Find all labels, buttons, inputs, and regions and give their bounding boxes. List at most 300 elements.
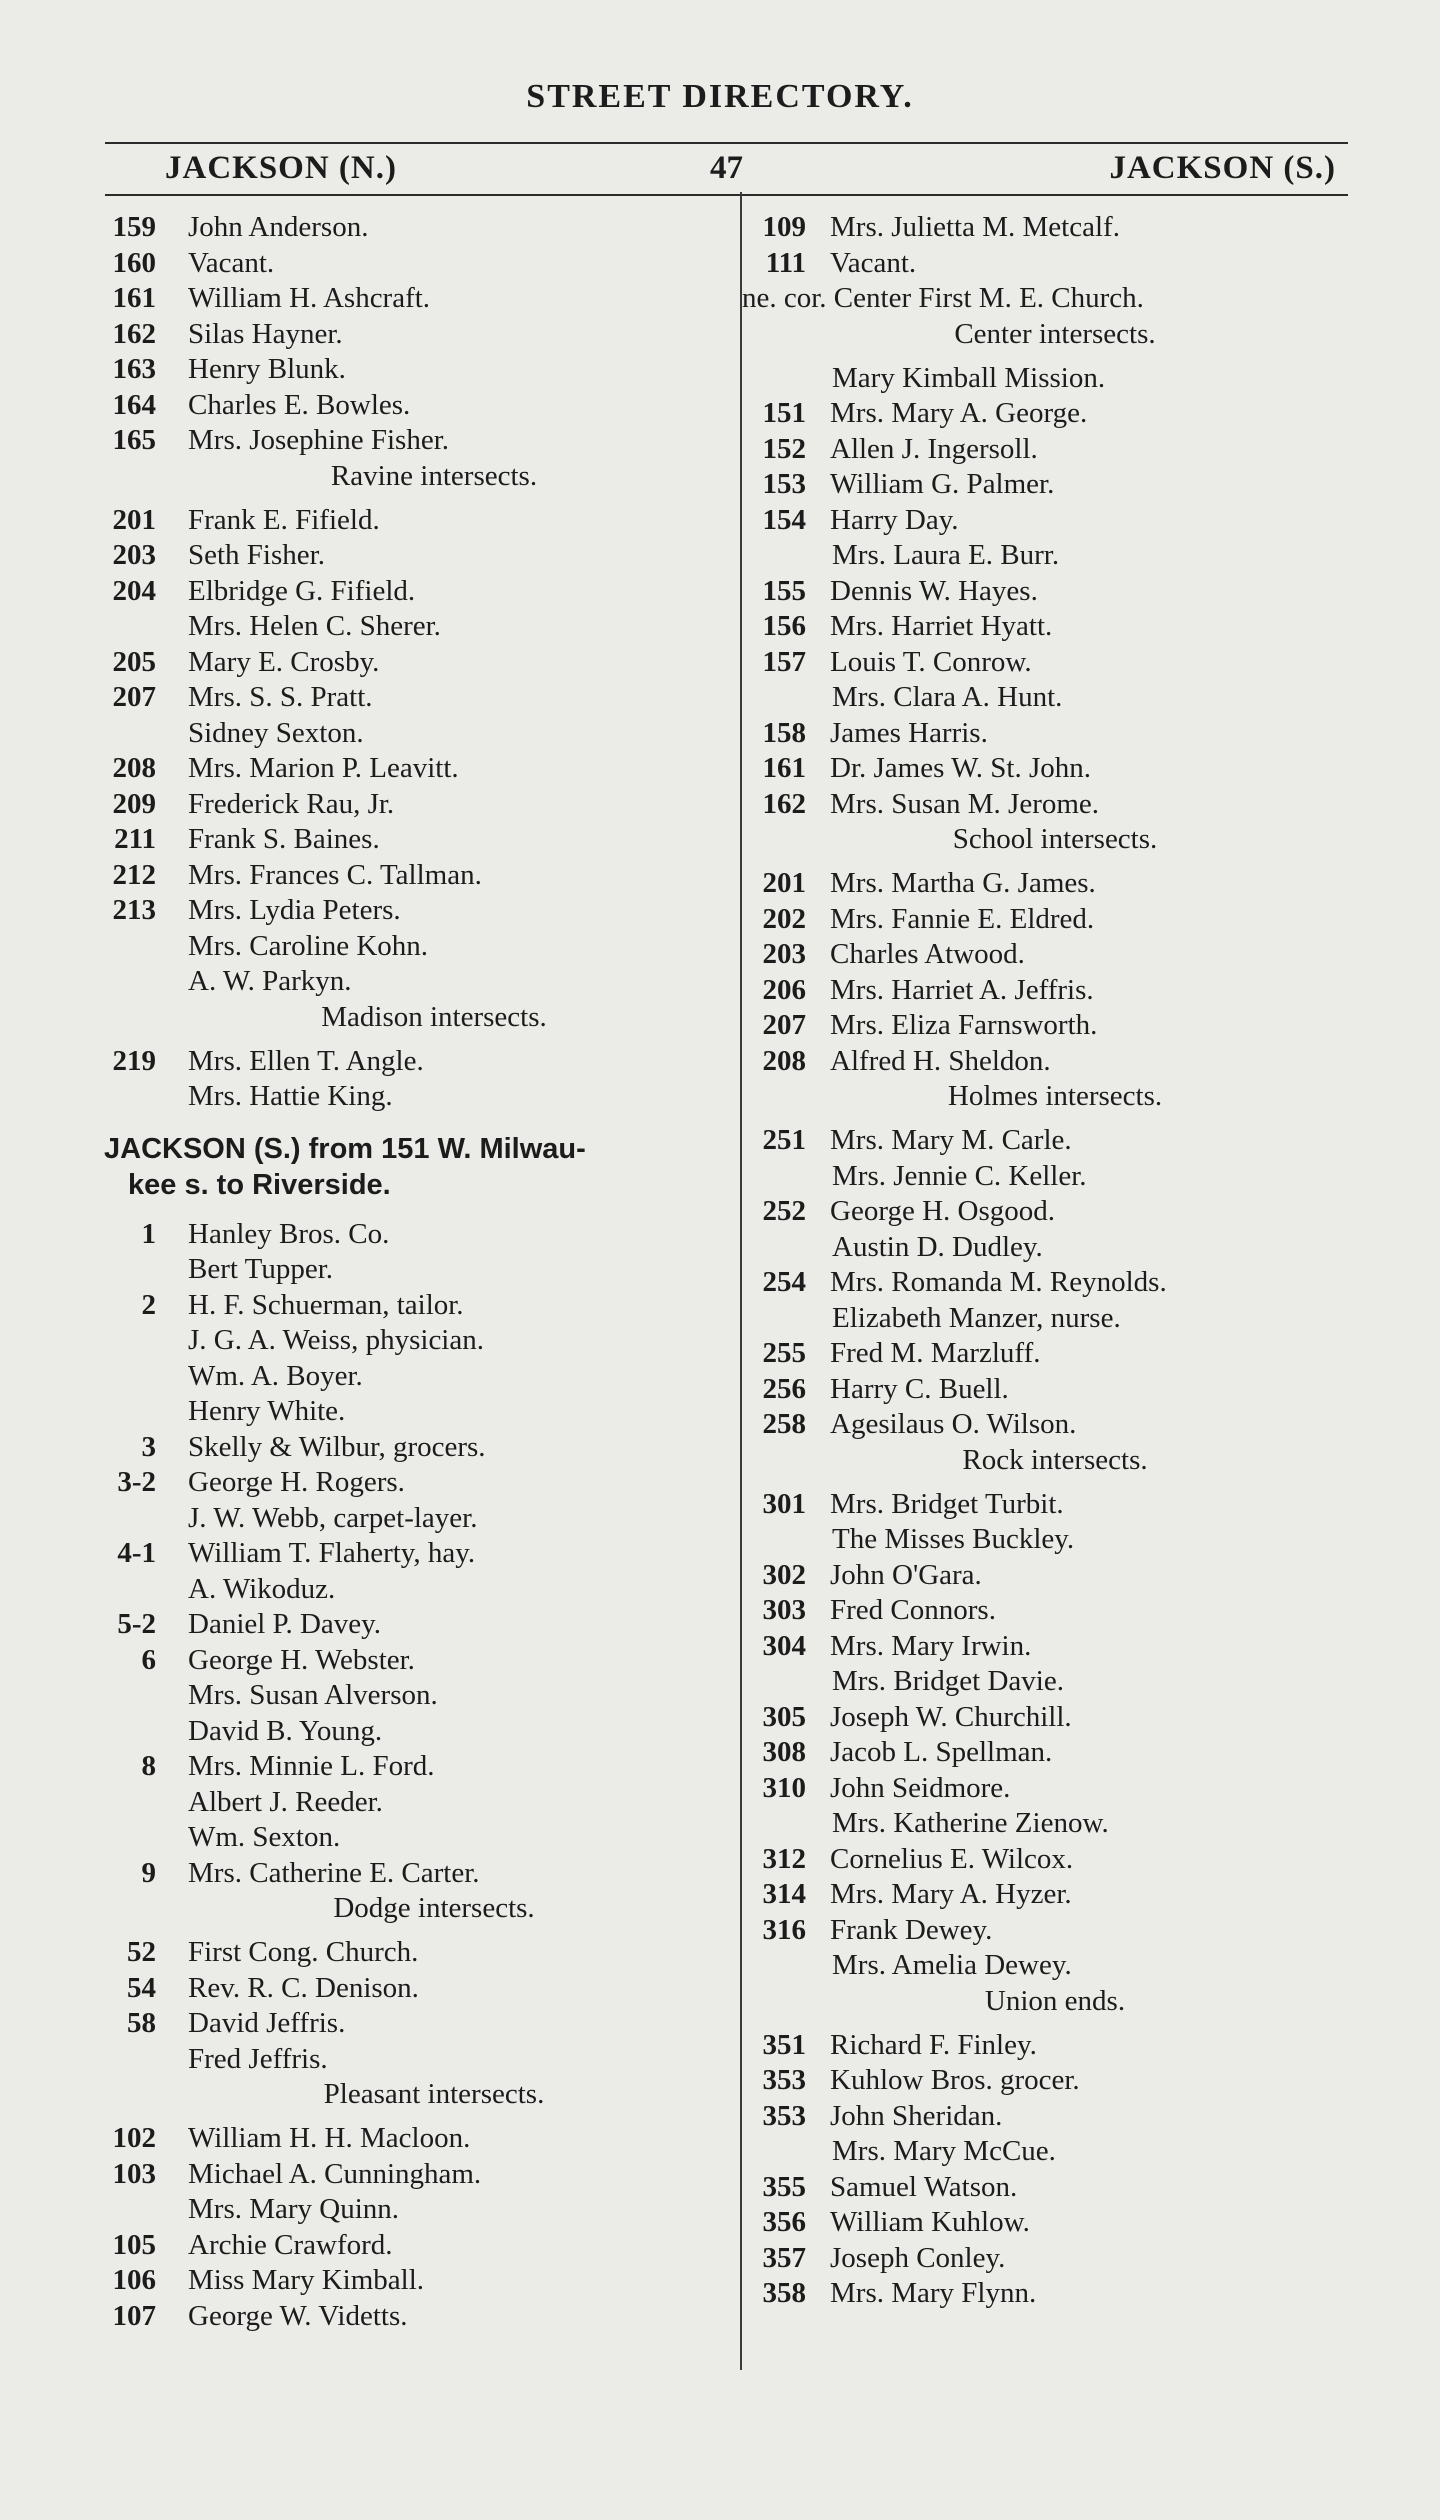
resident-name: Fred M. Marzluff. <box>830 1337 1041 1369</box>
directory-entry <box>98 423 730 459</box>
house-number: 208 <box>112 752 156 784</box>
directory-entry <box>742 1336 1348 1372</box>
directory-entry <box>98 1501 730 1537</box>
house-number: 353 <box>762 2099 806 2132</box>
directory-entry <box>98 1607 730 1643</box>
directory-entry <box>742 2241 1348 2277</box>
resident-name: Mrs. Susan M. Jerome. <box>830 787 1100 820</box>
house-number: 8 <box>141 1750 156 1782</box>
house-number: 304 <box>762 1629 806 1662</box>
directory-entry <box>98 1935 730 1971</box>
directory-entry <box>742 1522 1348 1558</box>
directory-entry <box>98 1678 730 1714</box>
house-number: 252 <box>762 1195 806 1227</box>
cross-street-label: Center intersects. <box>954 317 1156 350</box>
directory-entry <box>742 2276 1348 2312</box>
resident-name: J. G. A. Weiss, physician. <box>188 1324 484 1356</box>
directory-entry <box>98 964 730 1000</box>
house-number: 203 <box>112 539 156 571</box>
directory-entry <box>98 1749 730 1785</box>
resident-name: Sidney Sexton. <box>188 716 364 749</box>
resident-name: Mrs. Martha G. James. <box>830 867 1096 899</box>
house-number: 205 <box>112 645 156 678</box>
house-number: 356 <box>762 2206 806 2238</box>
resident-name: John Seidmore. <box>830 1771 1011 1804</box>
cross-street-heading <box>742 822 1348 866</box>
house-number: 251 <box>762 1124 806 1156</box>
house-number: 107 <box>112 2299 156 2332</box>
resident-name: Fred Connors. <box>830 1594 996 1626</box>
directory-entry <box>742 1700 1348 1736</box>
directory-entry <box>742 1372 1348 1408</box>
house-number: 201 <box>112 503 156 536</box>
directory-entry <box>742 467 1348 503</box>
resident-name: Archie Crawford. <box>188 2228 393 2261</box>
resident-name: Austin D. Dudley. <box>832 1230 1043 1263</box>
resident-name: Frederick Rau, Jr. <box>188 787 395 820</box>
directory-entry <box>742 1593 1348 1629</box>
cross-street-heading <box>742 1984 1348 2028</box>
resident-name: Seth Fisher. <box>188 539 325 571</box>
resident-name: Silas Hayner. <box>188 317 343 350</box>
resident-name: Mrs. Caroline Kohn. <box>188 929 429 962</box>
house-number: 353 <box>762 2064 806 2096</box>
resident-name: James Harris. <box>830 716 988 749</box>
house-number: 213 <box>112 894 156 926</box>
house-number: 151 <box>762 397 806 429</box>
resident-name: Mrs. Mary McCue. <box>832 2135 1056 2167</box>
house-number: 153 <box>762 468 806 500</box>
resident-name: John O'Gara. <box>830 1558 982 1591</box>
directory-entry <box>98 787 730 823</box>
house-number: 52 <box>127 1936 156 1968</box>
directory-entry <box>742 1044 1348 1080</box>
house-number: 165 <box>112 424 156 456</box>
directory-entry <box>98 317 730 353</box>
house-number: 207 <box>762 1009 806 1041</box>
resident-name: ne. cor. Center First M. E. Church. <box>742 282 1144 314</box>
directory-entry <box>742 609 1348 645</box>
directory-entry <box>742 1664 1348 1700</box>
resident-name: Vacant. <box>830 246 917 279</box>
resident-name: Mrs. Mary Quinn. <box>188 2193 400 2225</box>
resident-name: Bert Tupper. <box>188 1253 334 1285</box>
directory-entry <box>742 2205 1348 2241</box>
directory-entry <box>98 1430 730 1466</box>
resident-name: Allen J. Ingersoll. <box>830 432 1038 465</box>
resident-name: George H. Rogers. <box>188 1466 405 1498</box>
house-number: 207 <box>112 681 156 713</box>
resident-name: A. W. Parkyn. <box>188 965 352 997</box>
cross-street-label: Holmes intersects. <box>947 1080 1163 1112</box>
resident-name: Louis T. Conrow. <box>830 645 1032 678</box>
house-number: 303 <box>762 1594 806 1626</box>
resident-name: Charles Atwood. <box>830 938 1025 970</box>
directory-entry <box>98 2192 730 2228</box>
house-number: 302 <box>762 1558 806 1591</box>
house-number: 162 <box>112 317 156 350</box>
resident-name: Mrs. Romanda M. Reynolds. <box>830 1266 1167 1298</box>
house-number: 163 <box>112 353 156 385</box>
resident-name: Mrs. Harriet Hyatt. <box>830 610 1053 642</box>
resident-name: Harry Day. <box>830 503 959 536</box>
resident-name: Joseph W. Churchill. <box>830 1700 1072 1733</box>
cross-street-heading <box>742 1443 1348 1487</box>
directory-entry <box>98 1785 730 1821</box>
resident-name: Mrs. Ellen T. Angle. <box>188 1044 424 1077</box>
cross-street-label: Ravine intersects. <box>330 459 538 492</box>
directory-entry <box>742 1230 1348 1266</box>
resident-name: Harry C. Buell. <box>830 1372 1009 1405</box>
resident-name: David B. Young. <box>188 1714 383 1747</box>
top-rule <box>105 142 1348 144</box>
directory-entry <box>742 246 1348 282</box>
house-number: 2 <box>141 1288 156 1321</box>
house-number: 162 <box>762 787 806 820</box>
resident-name: Mrs. Jennie C. Keller. <box>832 1159 1087 1192</box>
directory-entry <box>98 1288 730 1324</box>
resident-name: George W. Videtts. <box>188 2299 408 2332</box>
resident-name: Hanley Bros. Co. <box>188 1217 390 1250</box>
directory-entry <box>98 1856 730 1892</box>
resident-name: Mrs. S. S. Pratt. <box>188 681 373 713</box>
resident-name: The Misses Buckley. <box>832 1523 1075 1555</box>
directory-entry <box>742 281 1348 317</box>
cross-street-heading <box>98 1000 730 1044</box>
directory-entry <box>742 937 1348 973</box>
resident-name: William T. Flaherty, hay. <box>188 1537 476 1569</box>
resident-name: Mrs. Helen C. Sherer. <box>188 610 441 642</box>
directory-entry <box>742 1159 1348 1195</box>
directory-entry <box>98 2263 730 2299</box>
house-number: 256 <box>762 1372 806 1405</box>
resident-name: John Sheridan. <box>830 2099 1003 2132</box>
directory-entry <box>98 1079 730 1115</box>
house-number: 152 <box>762 432 806 465</box>
jackson-south-list-left <box>98 1217 730 2335</box>
directory-entry <box>742 1123 1348 1159</box>
directory-entry <box>98 2157 730 2193</box>
resident-name: J. W. Webb, carpet-layer. <box>188 1501 478 1534</box>
resident-name: Mrs. Minnie L. Ford. <box>188 1750 435 1782</box>
house-number: 201 <box>762 867 806 899</box>
cross-street-label: Madison intersects. <box>321 1000 547 1033</box>
house-number: 211 <box>114 823 156 855</box>
directory-entry <box>742 1771 1348 1807</box>
resident-name: Rev. R. C. Denison. <box>188 1971 419 2004</box>
cross-street-heading <box>98 2077 730 2121</box>
running-head-right: JACKSON (S.) <box>1109 150 1336 186</box>
directory-entry <box>98 680 730 716</box>
resident-name: First Cong. Church. <box>188 1936 419 1968</box>
directory-entry <box>742 1913 1348 1949</box>
cross-street-label: Union ends. <box>984 1984 1126 2017</box>
house-number: 160 <box>112 246 156 279</box>
resident-name: H. F. Schuerman, tailor. <box>188 1288 464 1321</box>
house-number: 164 <box>112 388 156 421</box>
resident-name: Daniel P. Davey. <box>188 1608 382 1640</box>
house-number: 203 <box>762 938 806 970</box>
cross-street-heading <box>742 317 1348 361</box>
directory-entry <box>98 574 730 610</box>
house-number: 310 <box>762 1771 806 1804</box>
house-number: 212 <box>112 858 156 891</box>
directory-entry <box>742 1194 1348 1230</box>
resident-name: Agesilaus O. Wilson. <box>830 1408 1077 1440</box>
directory-entry <box>742 1735 1348 1771</box>
cross-street-heading <box>98 1891 730 1935</box>
resident-name: Miss Mary Kimball. <box>188 2264 425 2296</box>
section-heading-line2: kee s. to Riverside. <box>128 1168 391 1201</box>
house-number: 6 <box>141 1643 156 1676</box>
directory-entry <box>742 210 1348 246</box>
resident-name: Elizabeth Manzer, nurse. <box>832 1301 1121 1334</box>
resident-name: Mrs. Amelia Dewey. <box>832 1949 1072 1981</box>
house-number: 258 <box>762 1408 806 1440</box>
resident-name: Albert J. Reeder. <box>188 1785 383 1818</box>
house-number: 358 <box>762 2277 806 2309</box>
resident-name: William G. Palmer. <box>830 468 1055 500</box>
resident-name: Mrs. Katherine Zienow. <box>832 1807 1109 1839</box>
resident-name: Mrs. Laura E. Burr. <box>832 539 1060 571</box>
directory-entry <box>98 1643 730 1679</box>
resident-name: William H. Ashcraft. <box>188 282 431 314</box>
directory-entry <box>98 609 730 645</box>
resident-name: Samuel Watson. <box>830 2170 1018 2203</box>
house-number: 58 <box>127 2007 156 2039</box>
cross-street-heading <box>742 1079 1348 1123</box>
resident-name: Mrs. Mary Flynn. <box>830 2277 1037 2309</box>
resident-name: Mrs. Harriet A. Jeffris. <box>830 973 1094 1006</box>
resident-name: Mrs. Hattie King. <box>188 1080 393 1112</box>
page-title: STREET DIRECTORY. <box>526 78 914 115</box>
house-number: 219 <box>112 1044 156 1077</box>
directory-entry <box>742 1008 1348 1044</box>
house-number: 106 <box>112 2264 156 2296</box>
resident-name: Skelly & Wilbur, grocers. <box>188 1430 486 1463</box>
directory-entry <box>742 716 1348 752</box>
directory-entry <box>98 538 730 574</box>
directory-entry <box>98 2006 730 2042</box>
resident-name: Mrs. Julietta M. Metcalf. <box>830 211 1120 243</box>
house-number: 355 <box>762 2170 806 2203</box>
directory-entry <box>98 1044 730 1080</box>
resident-name: Mrs. Mary M. Carle. <box>830 1124 1072 1156</box>
directory-entry <box>742 1842 1348 1878</box>
house-number: 316 <box>762 1913 806 1946</box>
directory-entry <box>98 352 730 388</box>
directory-entry <box>742 787 1348 823</box>
directory-entry <box>98 210 730 246</box>
resident-name: Elbridge G. Fifield. <box>188 574 416 607</box>
house-number: 54 <box>127 1971 156 2004</box>
resident-name: Dennis W. Hayes. <box>830 574 1038 607</box>
cross-street-label: Pleasant intersects. <box>323 2078 545 2110</box>
directory-entry <box>742 1487 1348 1523</box>
directory-entry <box>742 1407 1348 1443</box>
directory-entry <box>98 929 730 965</box>
house-number: 105 <box>112 2228 156 2261</box>
directory-entry <box>98 822 730 858</box>
directory-entry <box>742 973 1348 1009</box>
directory-entry <box>742 751 1348 787</box>
house-number: 308 <box>762 1736 806 1768</box>
directory-entry <box>98 1323 730 1359</box>
house-number: 204 <box>112 574 156 607</box>
directory-entry <box>98 2228 730 2264</box>
house-number: 159 <box>112 211 156 243</box>
resident-name: Henry White. <box>188 1395 346 1427</box>
house-number: 206 <box>762 973 806 1006</box>
directory-entry <box>742 866 1348 902</box>
resident-name: Frank E. Fifield. <box>188 503 380 536</box>
directory-entry <box>742 1806 1348 1842</box>
house-number: 255 <box>762 1337 806 1369</box>
resident-name: William H. H. Macloon. <box>188 2122 471 2154</box>
resident-name: Charles E. Bowles. <box>188 388 411 421</box>
directory-entry <box>98 1714 730 1750</box>
house-number: 109 <box>762 211 806 243</box>
resident-name: Mrs. Eliza Farnsworth. <box>830 1009 1098 1041</box>
directory-entry <box>742 538 1348 574</box>
house-number: 157 <box>762 645 806 678</box>
resident-name: George H. Osgood. <box>830 1195 1055 1227</box>
resident-name: Mrs. Bridget Turbit. <box>830 1487 1064 1520</box>
directory-entry <box>742 1877 1348 1913</box>
house-number: 156 <box>762 610 806 642</box>
resident-name: Mary Kimball Mission. <box>832 361 1106 394</box>
directory-entry <box>742 2099 1348 2135</box>
house-number: 5-2 <box>117 1608 156 1640</box>
house-number: 202 <box>762 902 806 935</box>
directory-entry <box>98 281 730 317</box>
directory-entry <box>98 893 730 929</box>
left-column <box>98 210 730 2334</box>
resident-name: Mrs. Clara A. Hunt. <box>832 681 1063 713</box>
resident-name: Mrs. Mary A. Hyzer. <box>830 1878 1072 1910</box>
directory-entry <box>742 2134 1348 2170</box>
page-number: 47 <box>710 150 743 186</box>
resident-name: George H. Webster. <box>188 1643 415 1676</box>
house-number: 351 <box>762 2028 806 2061</box>
resident-name: Mrs. Catherine E. Carter. <box>188 1856 480 1889</box>
directory-entry <box>742 1629 1348 1665</box>
resident-name: A. Wikoduz. <box>188 1572 336 1605</box>
directory-entry <box>742 361 1348 397</box>
resident-name: Mrs. Susan Alverson. <box>188 1679 438 1711</box>
directory-entry <box>98 1971 730 2007</box>
house-number: 158 <box>762 716 806 749</box>
house-number: 208 <box>762 1044 806 1077</box>
jackson-south-list-right <box>742 210 1348 2312</box>
house-number: 357 <box>762 2241 806 2274</box>
house-number: 4-1 <box>117 1537 156 1569</box>
cross-street-label: Dodge intersects. <box>333 1892 535 1924</box>
directory-entry <box>742 2063 1348 2099</box>
directory-entry <box>742 902 1348 938</box>
directory-entry <box>98 1572 730 1608</box>
house-number: 103 <box>112 2157 156 2190</box>
house-number: 209 <box>112 787 156 820</box>
directory-entry <box>98 2042 730 2078</box>
directory-entry <box>98 2299 730 2335</box>
running-head <box>105 146 1348 190</box>
resident-name: Henry Blunk. <box>188 353 346 385</box>
resident-name: Mrs. Mary Irwin. <box>830 1629 1032 1662</box>
resident-name: Jacob L. Spellman. <box>830 1736 1053 1768</box>
directory-entry <box>98 645 730 681</box>
resident-name: Mrs. Fannie E. Eldred. <box>830 902 1095 935</box>
directory-entry <box>98 1359 730 1395</box>
house-number: 3-2 <box>117 1466 156 1498</box>
resident-name: Mrs. Lydia Peters. <box>188 894 401 926</box>
house-number: 301 <box>762 1487 806 1520</box>
directory-entry <box>98 2121 730 2157</box>
resident-name: Mrs. Bridget Davie. <box>832 1665 1064 1697</box>
house-number: 111 <box>765 246 806 279</box>
directory-entry <box>742 432 1348 468</box>
directory-entry <box>742 680 1348 716</box>
resident-name: Mrs. Marion P. Leavitt. <box>188 752 459 784</box>
directory-entry <box>742 1301 1348 1337</box>
directory-entry <box>98 1536 730 1572</box>
resident-name: Kuhlow Bros. grocer. <box>830 2064 1080 2096</box>
resident-name: Wm. Sexton. <box>188 1821 341 1853</box>
resident-name: Mrs. Mary A. George. <box>830 397 1088 429</box>
head-rule <box>105 194 1348 196</box>
directory-entry <box>98 388 730 424</box>
resident-name: William Kuhlow. <box>830 2206 1030 2238</box>
resident-name: Mrs. Frances C. Tallman. <box>188 858 482 891</box>
directory-entry <box>742 1558 1348 1594</box>
resident-name: Mary E. Crosby. <box>188 645 380 678</box>
resident-name: Richard F. Finley. <box>830 2028 1037 2061</box>
resident-name: Alfred H. Sheldon. <box>830 1044 1051 1077</box>
cross-street-label: Rock intersects. <box>962 1443 1148 1476</box>
house-number: 161 <box>112 282 156 314</box>
resident-name: David Jeffris. <box>188 2007 346 2039</box>
house-number: 3 <box>141 1430 156 1463</box>
directory-entry <box>742 396 1348 432</box>
resident-name: Vacant. <box>188 246 275 279</box>
house-number: 102 <box>112 2122 156 2154</box>
section-heading <box>104 1131 730 1203</box>
directory-entry <box>98 1465 730 1501</box>
resident-name: Fred Jeffris. <box>188 2042 328 2075</box>
directory-entry <box>742 503 1348 539</box>
house-number: 305 <box>762 1700 806 1733</box>
house-number: 155 <box>762 574 806 607</box>
directory-entry <box>98 751 730 787</box>
directory-entry <box>742 2170 1348 2206</box>
house-number: 314 <box>762 1878 806 1910</box>
house-number: 254 <box>762 1266 806 1298</box>
house-number: 9 <box>141 1856 156 1889</box>
house-number: 154 <box>762 503 806 536</box>
resident-name: Frank S. Baines. <box>188 823 380 855</box>
resident-name: Wm. A. Boyer. <box>188 1359 363 1392</box>
directory-entry <box>98 858 730 894</box>
resident-name: Mrs. Josephine Fisher. <box>188 424 449 456</box>
house-number: 161 <box>762 752 806 784</box>
directory-entry <box>98 1394 730 1430</box>
directory-entry <box>98 1820 730 1856</box>
directory-entry <box>742 1265 1348 1301</box>
cross-street-heading <box>98 459 730 503</box>
directory-entry <box>742 574 1348 610</box>
cross-street-label: School intersects. <box>952 823 1158 855</box>
resident-name: Frank Dewey. <box>830 1913 993 1946</box>
